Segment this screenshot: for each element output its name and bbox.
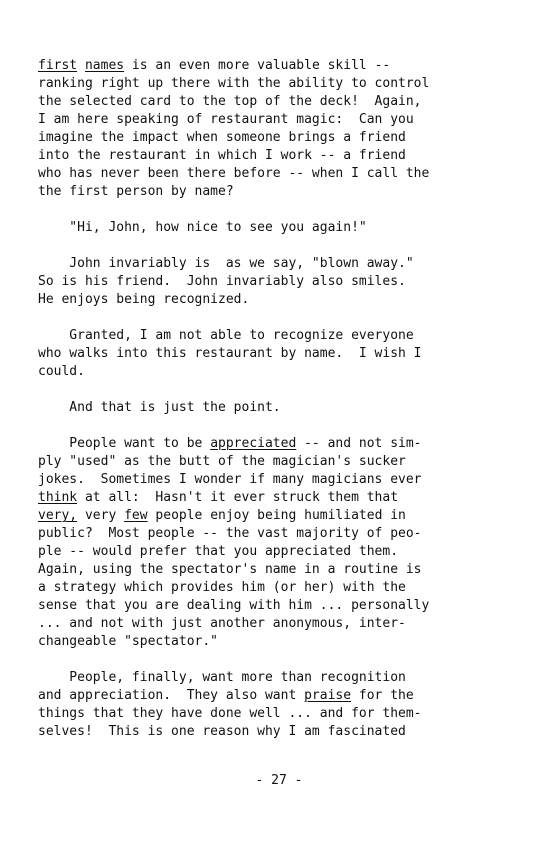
text-line	[38, 615, 492, 633]
text-run: And that is just the point.	[38, 400, 281, 415]
text-line	[38, 489, 492, 507]
text-run: People, finally, want more than recognition	[38, 670, 406, 685]
text-run: a strategy which provides him (or her) with the	[38, 580, 406, 595]
text-run: -- and not sim-	[296, 436, 422, 451]
text-run: "Hi, John, how nice to see you again!"	[38, 220, 367, 235]
text-line	[38, 705, 492, 723]
text-run: the first person by name?	[38, 184, 234, 199]
text-run: could.	[38, 364, 85, 379]
text-run: for the	[351, 688, 414, 703]
text-run: jokes. Sometimes I wonder if many magicians ever	[38, 472, 422, 487]
text-line	[38, 687, 492, 705]
text-line	[38, 129, 492, 147]
text-line	[38, 597, 492, 615]
underlined-text: first	[38, 58, 78, 73]
underlined-text: think	[38, 490, 78, 505]
text-run: People want to be	[38, 436, 211, 451]
text-line	[38, 93, 492, 111]
text-run: the selected card to the top of the deck! Again,	[38, 94, 422, 109]
text-line	[38, 471, 492, 489]
text-line	[38, 327, 492, 345]
text-line	[38, 435, 492, 453]
text-line	[38, 165, 492, 183]
text-line	[38, 507, 492, 525]
text-run: Again, using the spectator's name in a routine is	[38, 562, 422, 577]
underlined-text: appreciated	[210, 436, 297, 451]
text-line	[38, 291, 492, 309]
paragraph	[38, 669, 492, 741]
text-run: and appreciation. They also want	[38, 688, 305, 703]
text-run: people enjoy being humiliated in	[147, 508, 406, 523]
text-line	[38, 219, 492, 237]
paragraph	[38, 399, 492, 417]
text-run: So is his friend. John invariably also smiles.	[38, 274, 406, 289]
text-run: ranking right up there with the ability to control	[38, 76, 430, 91]
paragraph-gap	[38, 237, 492, 255]
text-run: selves! This is one reason why I am fascinated	[38, 724, 406, 739]
paragraph	[38, 327, 492, 381]
text-line	[38, 723, 492, 741]
paragraph-gap	[38, 309, 492, 327]
text-run: Granted, I am not able to recognize everyone	[38, 328, 414, 343]
underlined-text: few	[124, 508, 148, 523]
text-line	[38, 525, 492, 543]
text-line	[38, 147, 492, 165]
paragraph	[38, 57, 492, 201]
text-run: things that they have done well ... and for them-	[38, 706, 422, 721]
page-body	[38, 57, 492, 741]
text-line	[38, 399, 492, 417]
text-line	[38, 75, 492, 93]
text-run: very	[77, 508, 125, 523]
text-line	[38, 669, 492, 687]
text-run: ... and not with just another anonymous, inter-	[38, 616, 406, 631]
page-number: - 27 -	[255, 773, 303, 788]
text-line	[38, 273, 492, 291]
text-line	[38, 363, 492, 381]
text-line	[38, 561, 492, 579]
text-run: is an even more valuable skill --	[124, 58, 391, 73]
underlined-text: names	[84, 58, 125, 73]
text-run: at all: Hasn't it ever struck them that	[77, 490, 399, 505]
text-run: I am here speaking of restaurant magic: Can you	[38, 112, 414, 127]
text-run: ply "used" as the butt of the magician's sucker	[38, 454, 406, 469]
text-run: John invariably is as we say, "blown away."	[38, 256, 414, 271]
text-line	[38, 345, 492, 363]
text-line	[38, 633, 492, 651]
text-run: who walks into this restaurant by name. I wish I	[38, 346, 422, 361]
paragraph-gap	[38, 201, 492, 219]
underlined-text: very,	[38, 508, 78, 523]
text-run: ple -- would prefer that you appreciated them.	[38, 544, 399, 559]
paragraph-gap	[38, 381, 492, 399]
text-run: into the restaurant in which I work -- a friend	[38, 148, 406, 163]
text-run	[77, 58, 85, 73]
paragraph	[38, 255, 492, 309]
text-line	[38, 579, 492, 597]
text-run: imagine the impact when someone brings a friend	[38, 130, 406, 145]
text-line	[38, 183, 492, 201]
text-line	[38, 453, 492, 471]
text-run: public? Most people -- the vast majority of peo-	[38, 526, 422, 541]
paragraph-gap	[38, 417, 492, 435]
text-run: sense that you are dealing with him ... personally	[38, 598, 430, 613]
paragraph-gap	[38, 651, 492, 669]
text-run: who has never been there before -- when I call the	[38, 166, 430, 181]
text-line	[38, 255, 492, 273]
paragraph	[38, 219, 492, 237]
paragraph	[38, 435, 492, 651]
text-line	[38, 111, 492, 129]
text-run: changeable "spectator."	[38, 634, 219, 649]
underlined-text: praise	[304, 688, 352, 703]
text-run: He enjoys being recognized.	[38, 292, 250, 307]
text-line	[38, 543, 492, 561]
text-line	[38, 57, 492, 75]
